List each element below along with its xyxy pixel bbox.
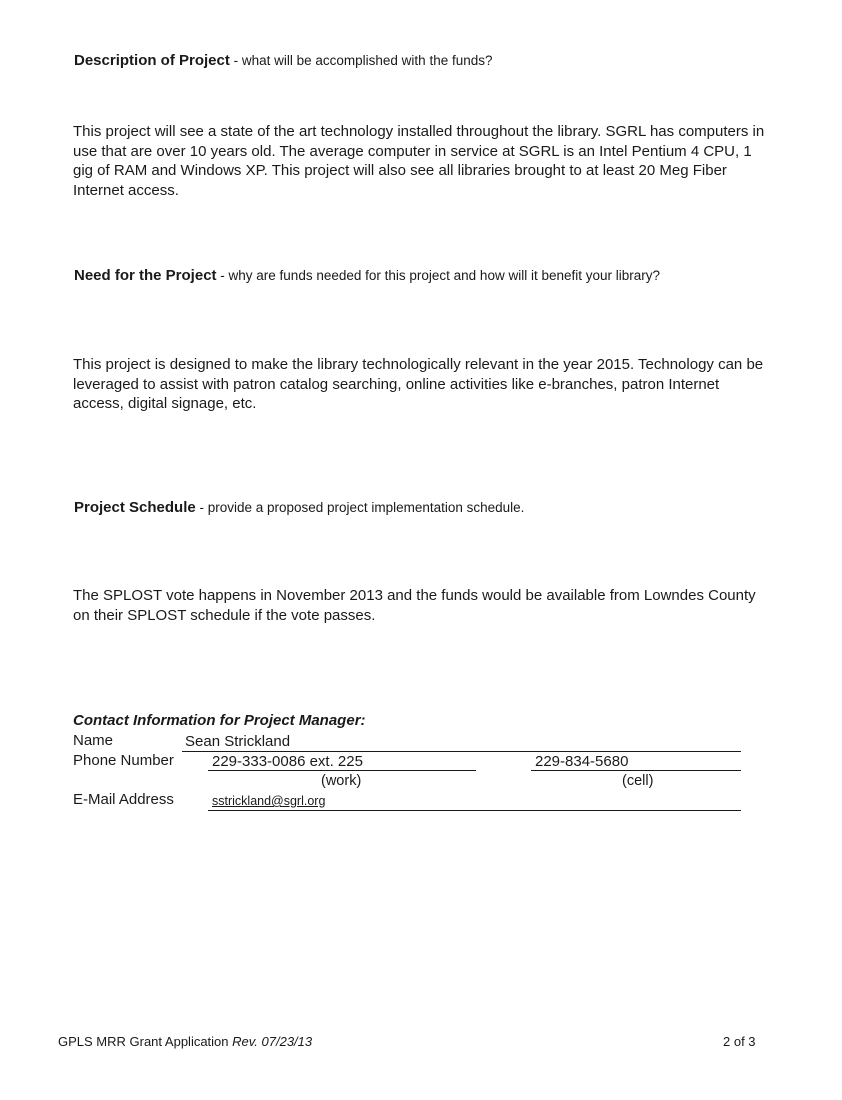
description-body: This project will see a state of the art technology installed throughout the library. SGRL has computers in use that are over 10 years old. The average computer in service at SGRL is an Intel Pentium 4 CPU, 1 gig of RAM and Windows XP. This project will also see all libraries brought to at least 20 Meg Fiber Internet access. (73, 123, 765, 199)
name-value: Sean Strickland (185, 733, 291, 750)
need-body: This project is designed to make the library technologically relevant in the year 2015. Technology can be leveraged to assist with patron catalog searching, online activities like e-branches, patron Internet access, digital signage, etc. (73, 356, 764, 412)
cell-phone-underline (531, 770, 741, 771)
schedule-heading (74, 499, 524, 516)
need-heading (74, 267, 660, 284)
footer-revision: Rev. 07/23/13 (232, 1034, 313, 1049)
description-heading-title: Description of Project (74, 52, 230, 69)
schedule-heading-question: - provide a proposed project implementation schedule. (195, 500, 525, 515)
email-label: E-Mail Address (73, 791, 174, 808)
name-underline (182, 751, 741, 752)
name-label: Name (73, 732, 114, 749)
description-heading-question: - what will be accomplished with the funds? (229, 53, 493, 68)
footer-form-title: GPLS MRR Grant Application (58, 1034, 233, 1049)
cell-phone-value: 229-834-5680 (535, 753, 629, 770)
email-value: sstrickland@sgrl.org (212, 794, 326, 808)
contact-title: Contact Information for Project Manager: (73, 712, 366, 729)
schedule-body: The SPLOST vote happens in November 2013 and the funds would be available from Lowndes County on their SPLOST schedule if the vote passes. (73, 587, 756, 624)
need-heading-title: Need for the Project (74, 267, 217, 284)
work-phone-value: 229-333-0086 ext. 225 (212, 753, 363, 770)
description-heading (74, 52, 493, 69)
need-heading-question: - why are funds needed for this project and how will it benefit your library? (216, 268, 661, 283)
email-underline (208, 810, 741, 811)
cell-caption: (cell) (622, 773, 654, 789)
phone-label: Phone Number (73, 752, 174, 769)
footer-page-number: 2 of 3 (723, 1034, 756, 1049)
footer-form-name (58, 1034, 312, 1049)
work-phone-underline (208, 770, 476, 771)
schedule-heading-title: Project Schedule (74, 499, 196, 516)
work-caption: (work) (321, 773, 362, 789)
